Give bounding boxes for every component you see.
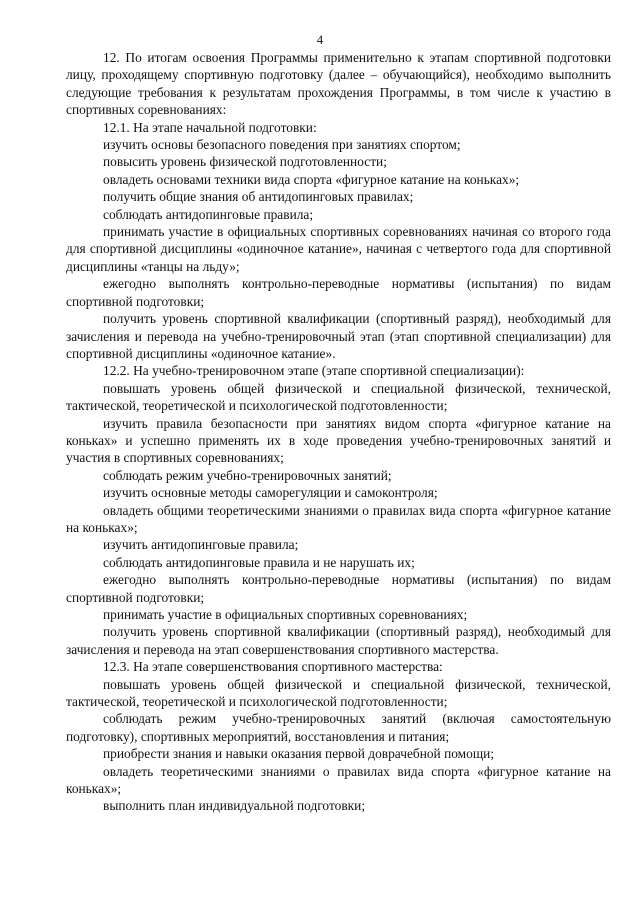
requirement-item: повышать уровень общей физической и специальной физической, технической, тактической, теоретической и психологической подготовленности; bbox=[66, 676, 611, 710]
requirement-item: овладеть общими теоретическими знаниями о правилах вида спорта «фигурное катание на коньках»; bbox=[66, 502, 611, 535]
paragraph-12-3-heading: 12.3. На этапе совершенствования спортивного мастерства: bbox=[103, 659, 443, 675]
requirement-item: соблюдать режим учебно-тренировочных занятий (включая самостоятельную подготовку), спортивных мероприятий, восстановления и питания; bbox=[66, 711, 611, 744]
paragraph-12-1-heading: 12.1. На этапе начальной подготовки: bbox=[103, 119, 317, 135]
requirement-item: принимать участие в официальных спортивных соревнованиях начиная со второго года для спортивной дисциплины «одиночное катание», начиная с четвертого года для спортивной дисциплины «танцы на льду»; bbox=[66, 224, 611, 274]
requirement-item: выполнить план индивидуальной подготовки; bbox=[103, 798, 366, 814]
requirement-item: ежегодно выполнять контрольно-переводные нормативы (испытания) по видам спортивной подготовки; bbox=[66, 276, 611, 309]
page-number: 4 bbox=[316, 33, 324, 47]
paragraph-12: 12. По итогам освоения Программы применительно к этапам спортивной подготовки лицу, проходящему спортивную подготовку (далее – обучающийся), необходимо выполнить следующие требования к результатам прохождения Программы, в том числе к участию в спортивных соревнованиях: bbox=[66, 50, 611, 118]
requirement-item: повысить уровень физической подготовленности; bbox=[103, 154, 387, 170]
requirement-item: изучить основы безопасного поведения при занятиях спортом; bbox=[103, 137, 461, 153]
requirement-item: повышать уровень общей физической и специальной физической, технической, тактической, теоретической и психологической подготовленности; bbox=[66, 380, 611, 414]
requirement-item: изучить правила безопасности при занятиях видом спорта «фигурное катание на коньках» и успешно применять их в ходе проведения учебно-тренировочных занятий и участия в спортивных соревнованиях; bbox=[66, 415, 611, 466]
document-body bbox=[66, 49, 611, 815]
requirement-item: соблюдать режим учебно-тренировочных занятий; bbox=[103, 467, 392, 483]
requirement-item: овладеть теоретическими знаниями о правилах вида спорта «фигурное катание на коньках»; bbox=[66, 763, 611, 797]
requirement-item: принимать участие в официальных спортивных соревнованиях; bbox=[103, 607, 468, 622]
requirement-item: приобрести знания и навыки оказания первой доврачебной помощи; bbox=[103, 746, 495, 762]
requirement-item: изучить антидопинговые правила; bbox=[103, 537, 299, 553]
requirement-item: получить уровень спортивной квалификации (спортивный разряд), необходимый для зачисления и перевода на этап совершенствования спортивного мастерства. bbox=[66, 624, 611, 657]
requirement-item: изучить основные методы саморегуляции и самоконтроля; bbox=[103, 485, 438, 501]
requirement-item: соблюдать антидопинговые правила; bbox=[103, 206, 314, 222]
requirement-item: соблюдать антидопинговые правила и не нарушать их; bbox=[103, 554, 415, 570]
requirement-item: получить уровень спортивной квалификации (спортивный разряд), необходимый для зачисления и перевода на учебно-тренировочный этап (этап спортивной специализации) для спортивной дисциплины «одиночное катание». bbox=[66, 311, 611, 361]
requirement-item: ежегодно выполнять контрольно-переводные нормативы (испытания) по видам спортивной подготовки; bbox=[66, 572, 611, 605]
paragraph-12-2-heading: 12.2. На учебно-тренировочном этапе (этапе спортивной специализации): bbox=[103, 363, 525, 379]
requirement-item: овладеть основами техники вида спорта «фигурное катание на коньках»; bbox=[103, 171, 520, 187]
requirement-item: получить общие знания об антидопинговых правилах; bbox=[103, 189, 414, 205]
